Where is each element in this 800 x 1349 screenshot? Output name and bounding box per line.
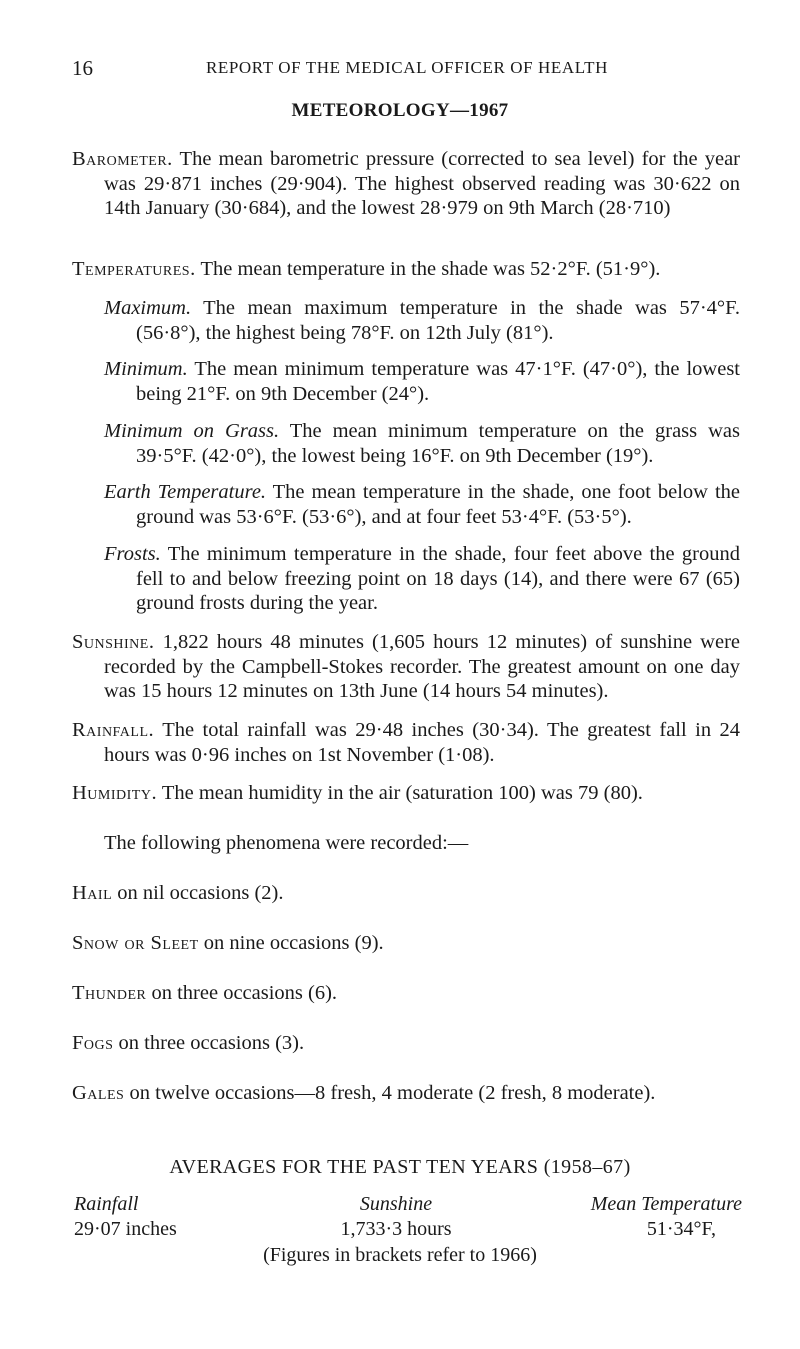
frosts-text: The minimum temperature in the shade, four feet above the ground fell to and below freezing point on 18 days (14), and there were 67 (65) ground frosts during the year. bbox=[136, 543, 740, 614]
averages-temperature-label: Mean Temperature bbox=[590, 1193, 742, 1215]
sunshine-label: Sunshine. bbox=[72, 631, 155, 653]
humidity-label: Humidity. bbox=[72, 782, 158, 804]
maximum-text: The mean maximum temperature in the shade was 57·4°F. (56·8°), the highest being 78°F. on 12th July (81°). bbox=[136, 297, 740, 344]
page-header bbox=[72, 56, 742, 86]
phenomena-intro: The following phenomena were recorded:— bbox=[104, 832, 469, 854]
fogs-text: on three occasions (3). bbox=[113, 1032, 305, 1054]
averages-rainfall bbox=[74, 1192, 177, 1242]
averages-rainfall-value: 29·07 inches bbox=[74, 1218, 177, 1240]
section-title: METEOROLOGY—1967 bbox=[291, 100, 509, 121]
averages-sunshine-label: Sunshine bbox=[359, 1193, 433, 1215]
temperatures-text: The mean temperature in the shade was 52·2°F. (51·9°). bbox=[195, 258, 661, 280]
averages-title: AVERAGES FOR THE PAST TEN YEARS (1958–67) bbox=[169, 1156, 631, 1178]
barometer-label: Barometer. bbox=[72, 148, 173, 170]
averages-temperature bbox=[591, 1192, 742, 1242]
averages-rainfall-label: Rainfall bbox=[74, 1193, 139, 1215]
minimum-grass-text: The mean minimum temperature on the grass was 39·5°F. (42·0°), the lowest being 16°F. on 9th December (19°). bbox=[136, 420, 740, 467]
earth-temperature-text: The mean temperature in the shade, one foot below the ground was 53·6°F. (53·6°), and at four feet 53·4°F. (53·5°). bbox=[136, 481, 740, 528]
humidity-paragraph bbox=[72, 781, 740, 806]
sunshine-paragraph bbox=[72, 630, 740, 704]
minimum-text: The mean minimum temperature was 47·1°F. (47·0°), the lowest being 21°F. on 9th December (24°). bbox=[136, 358, 740, 405]
brackets-note: (Figures in brackets refer to 1966) bbox=[263, 1244, 537, 1266]
hail-text: on nil occasions (2). bbox=[112, 882, 284, 904]
frosts-label: Frosts. bbox=[104, 543, 161, 565]
fogs-line bbox=[72, 1031, 740, 1056]
snow-label: Snow or Sleet bbox=[72, 932, 199, 954]
running-head: REPORT OF THE MEDICAL OFFICER OF HEALTH bbox=[205, 58, 609, 77]
page-number: 16 bbox=[72, 56, 93, 80]
minimum-label: Minimum. bbox=[104, 358, 188, 380]
earth-temperature-paragraph bbox=[104, 480, 740, 529]
temperatures-label: Temperatures. bbox=[72, 258, 196, 280]
minimum-paragraph bbox=[104, 357, 740, 406]
fogs-label: Fogs bbox=[72, 1032, 114, 1054]
averages-sunshine-value: 1,733·3 hours bbox=[340, 1218, 452, 1240]
sunshine-text: 1,822 hours 48 minutes (1,605 hours 12 minutes) of sunshine were recorded by the Campbell-Stokes recorder. The greatest amount on one day was 15 hours 12 minutes on 13th June (14 hours 54 minutes). bbox=[104, 631, 740, 702]
averages-temperature-value: 51·34°F, bbox=[646, 1218, 716, 1240]
maximum-paragraph bbox=[104, 296, 740, 345]
thunder-label: Thunder bbox=[72, 982, 147, 1004]
gales-text: on twelve occasions—8 fresh, 4 moderate (2 fresh, 8 moderate). bbox=[124, 1082, 656, 1104]
averages-sunshine bbox=[316, 1192, 476, 1242]
rainfall-paragraph bbox=[72, 718, 740, 767]
snow-text: on nine occasions (9). bbox=[198, 932, 384, 954]
hail-label: Hail bbox=[72, 882, 113, 904]
temperatures-paragraph bbox=[72, 257, 740, 282]
barometer-paragraph bbox=[72, 147, 740, 221]
thunder-line bbox=[72, 981, 740, 1006]
humidity-text: The mean humidity in the air (saturation 100) was 79 (80). bbox=[157, 782, 643, 804]
gales-label: Gales bbox=[72, 1082, 125, 1104]
hail-line bbox=[72, 881, 740, 906]
gales-line bbox=[72, 1081, 740, 1106]
minimum-grass-paragraph bbox=[104, 419, 740, 468]
snow-line bbox=[72, 931, 740, 956]
rainfall-label: Rainfall. bbox=[72, 719, 155, 741]
thunder-text: on three occasions (6). bbox=[146, 982, 338, 1004]
barometer-text: The mean barometric pressure (corrected to sea level) for the year was 29·871 inches (29·904). The highest observed reading was 30·622 on 14th January (30·684), and the lowest 28·979 on 9th March (28·710) bbox=[104, 148, 740, 219]
maximum-label: Maximum. bbox=[104, 297, 192, 319]
rainfall-text: The total rainfall was 29·48 inches (30·34). The greatest fall in 24 hours was 0·96 inches on 1st November (1·08). bbox=[104, 719, 740, 766]
minimum-grass-label: Minimum on Grass. bbox=[104, 420, 280, 442]
frosts-paragraph bbox=[104, 542, 740, 616]
earth-temperature-label: Earth Temperature. bbox=[104, 481, 267, 503]
